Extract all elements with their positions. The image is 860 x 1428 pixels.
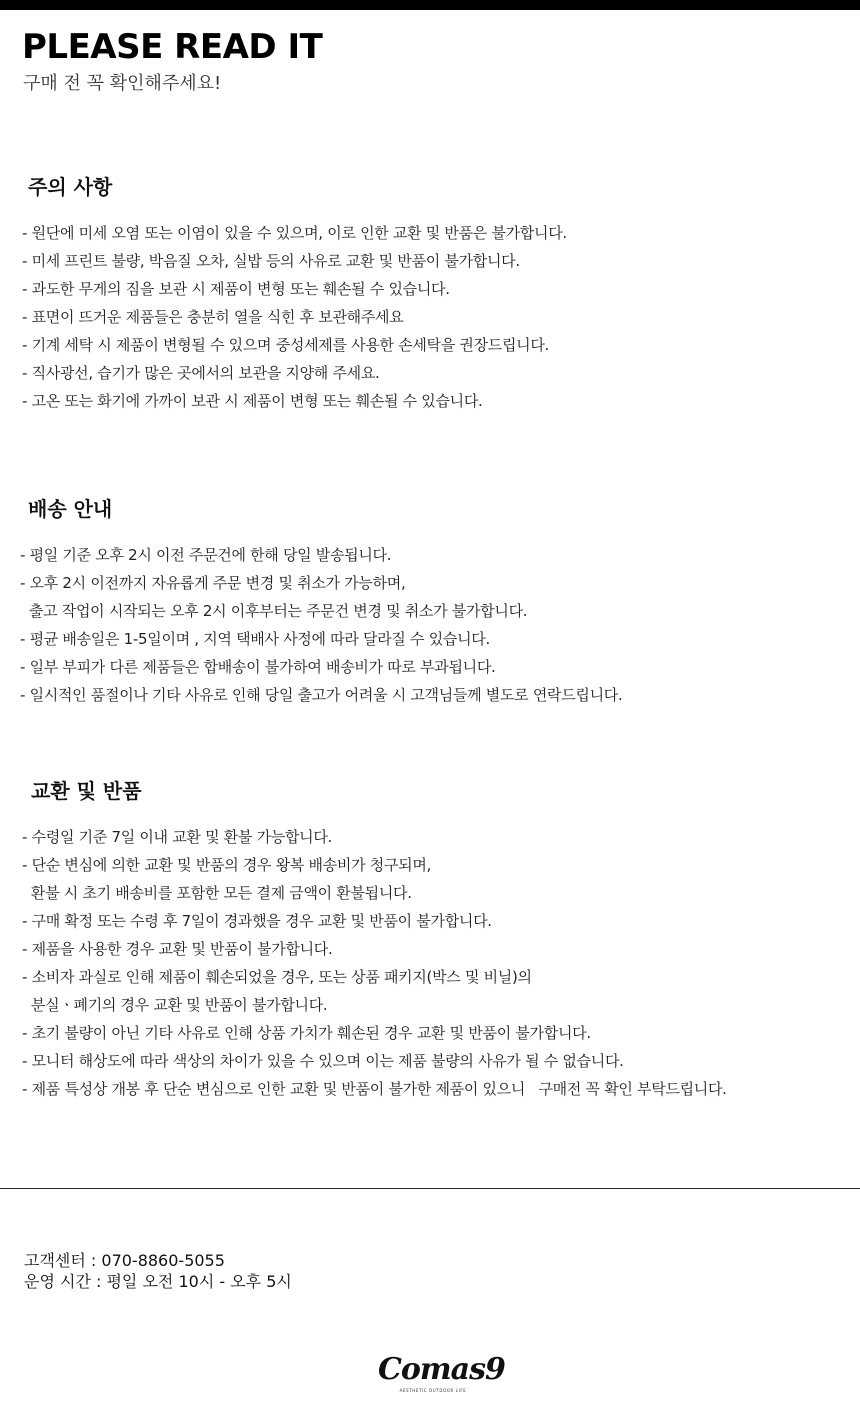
list-item: - 표면이 뜨거운 제품들은 충분히 열을 식힌 후 보관해주세요 [22,308,404,326]
list-item: - 평균 배송일은 1-5일이며 , 지역 택배사 사정에 따라 달라질 수 있습니다. [20,630,490,648]
logo-tagline: AESTHETIC OUTDOOR LIFE [399,1388,467,1393]
list-item: - 과도한 무게의 짐을 보관 시 제품이 변형 또는 훼손될 수 있습니다. [22,280,450,298]
page-subtitle: 구매 전 꼭 확인해주세요! [23,73,222,94]
list-item: - 제품 특성상 개봉 후 단순 변심으로 인한 교환 및 반품이 불가한 제품이 있으니 구매전 꼭 확인 부탁드립니다. [22,1080,727,1098]
list-item: - 직사광선, 습기가 많은 곳에서의 보관을 지양해 주세요. [22,364,380,382]
list-item: - 초기 불량이 아닌 기타 사유로 인해 상품 가치가 훼손된 경우 교환 및 반품이 불가합니다. [22,1024,591,1042]
list-item: - 제품을 사용한 경우 교환 및 반품이 불가합니다. [22,940,333,958]
list-item: - 미세 프린트 불량, 박음질 오차, 실밥 등의 사유로 교환 및 반품이 불가합니다. [22,252,520,270]
section-title-caution: 주의 사항 [28,175,113,199]
list-item: - 단순 변심에 의한 교환 및 반품의 경우 왕복 배송비가 청구되며, [22,856,432,874]
list-item: - 평일 기준 오후 2시 이전 주문건에 한해 당일 발송됩니다. [20,546,392,564]
caution-list [22,219,567,415]
brand-logo [378,1352,505,1394]
list-item: 환불 시 초기 배송비를 포함한 모든 결제 금액이 환불됩니다. [22,884,412,902]
list-item: - 구매 확정 또는 수령 후 7일이 경과했을 경우 교환 및 반품이 불가합니다. [22,912,492,930]
list-item: - 일시적인 품절이나 기타 사유로 인해 당일 출고가 어려울 시 고객님들께 별도로 연락드립니다. [20,686,623,704]
list-item: 출고 작업이 시작되는 오후 2시 이후부터는 주문건 변경 및 취소가 불가합니다. [20,602,528,620]
footer-divider [0,1188,860,1189]
list-item: - 고온 또는 화기에 가까이 보관 시 제품이 변형 또는 훼손될 수 있습니다. [22,392,483,410]
list-item: - 일부 부피가 다른 제품들은 합배송이 불가하여 배송비가 따로 부과됩니다. [20,658,496,676]
customer-center-phone: 고객센터 : 070-8860-5055 [24,1251,225,1270]
section-title-returns: 교환 및 반품 [31,779,142,803]
page-title: PLEASE READ IT [22,27,323,67]
list-item: - 오후 2시 이전까지 자유롭게 주문 변경 및 취소가 가능하며, [20,574,406,592]
list-item: - 모니터 해상도에 따라 색상의 차이가 있을 수 있으며 이는 제품 불량의 사유가 될 수 없습니다. [22,1052,624,1070]
top-bar [0,0,860,10]
list-item: - 원단에 미세 오염 또는 이염이 있을 수 있으며, 이로 인한 교환 및 반품은 불가합니다. [22,224,567,242]
list-item: 분실ㆍ폐기의 경우 교환 및 반품이 불가합니다. [22,996,328,1014]
footer-info [24,1250,292,1292]
list-item: - 수령일 기준 7일 이내 교환 및 환불 가능합니다. [22,828,332,846]
list-item: - 기계 세탁 시 제품이 변형될 수 있으며 중성세제를 사용한 손세탁을 권장드립니다. [22,336,550,354]
logo-wordmark: Comas9 [378,1352,505,1387]
operating-hours: 운영 시간 : 평일 오전 10시 - 오후 5시 [24,1272,292,1291]
section-title-shipping: 배송 안내 [28,497,113,521]
shipping-list [20,541,622,709]
list-item: - 소비자 과실로 인해 제품이 훼손되었을 경우, 또는 상품 패키지(박스 및 비닐)의 [22,968,532,986]
returns-list [22,823,727,1103]
